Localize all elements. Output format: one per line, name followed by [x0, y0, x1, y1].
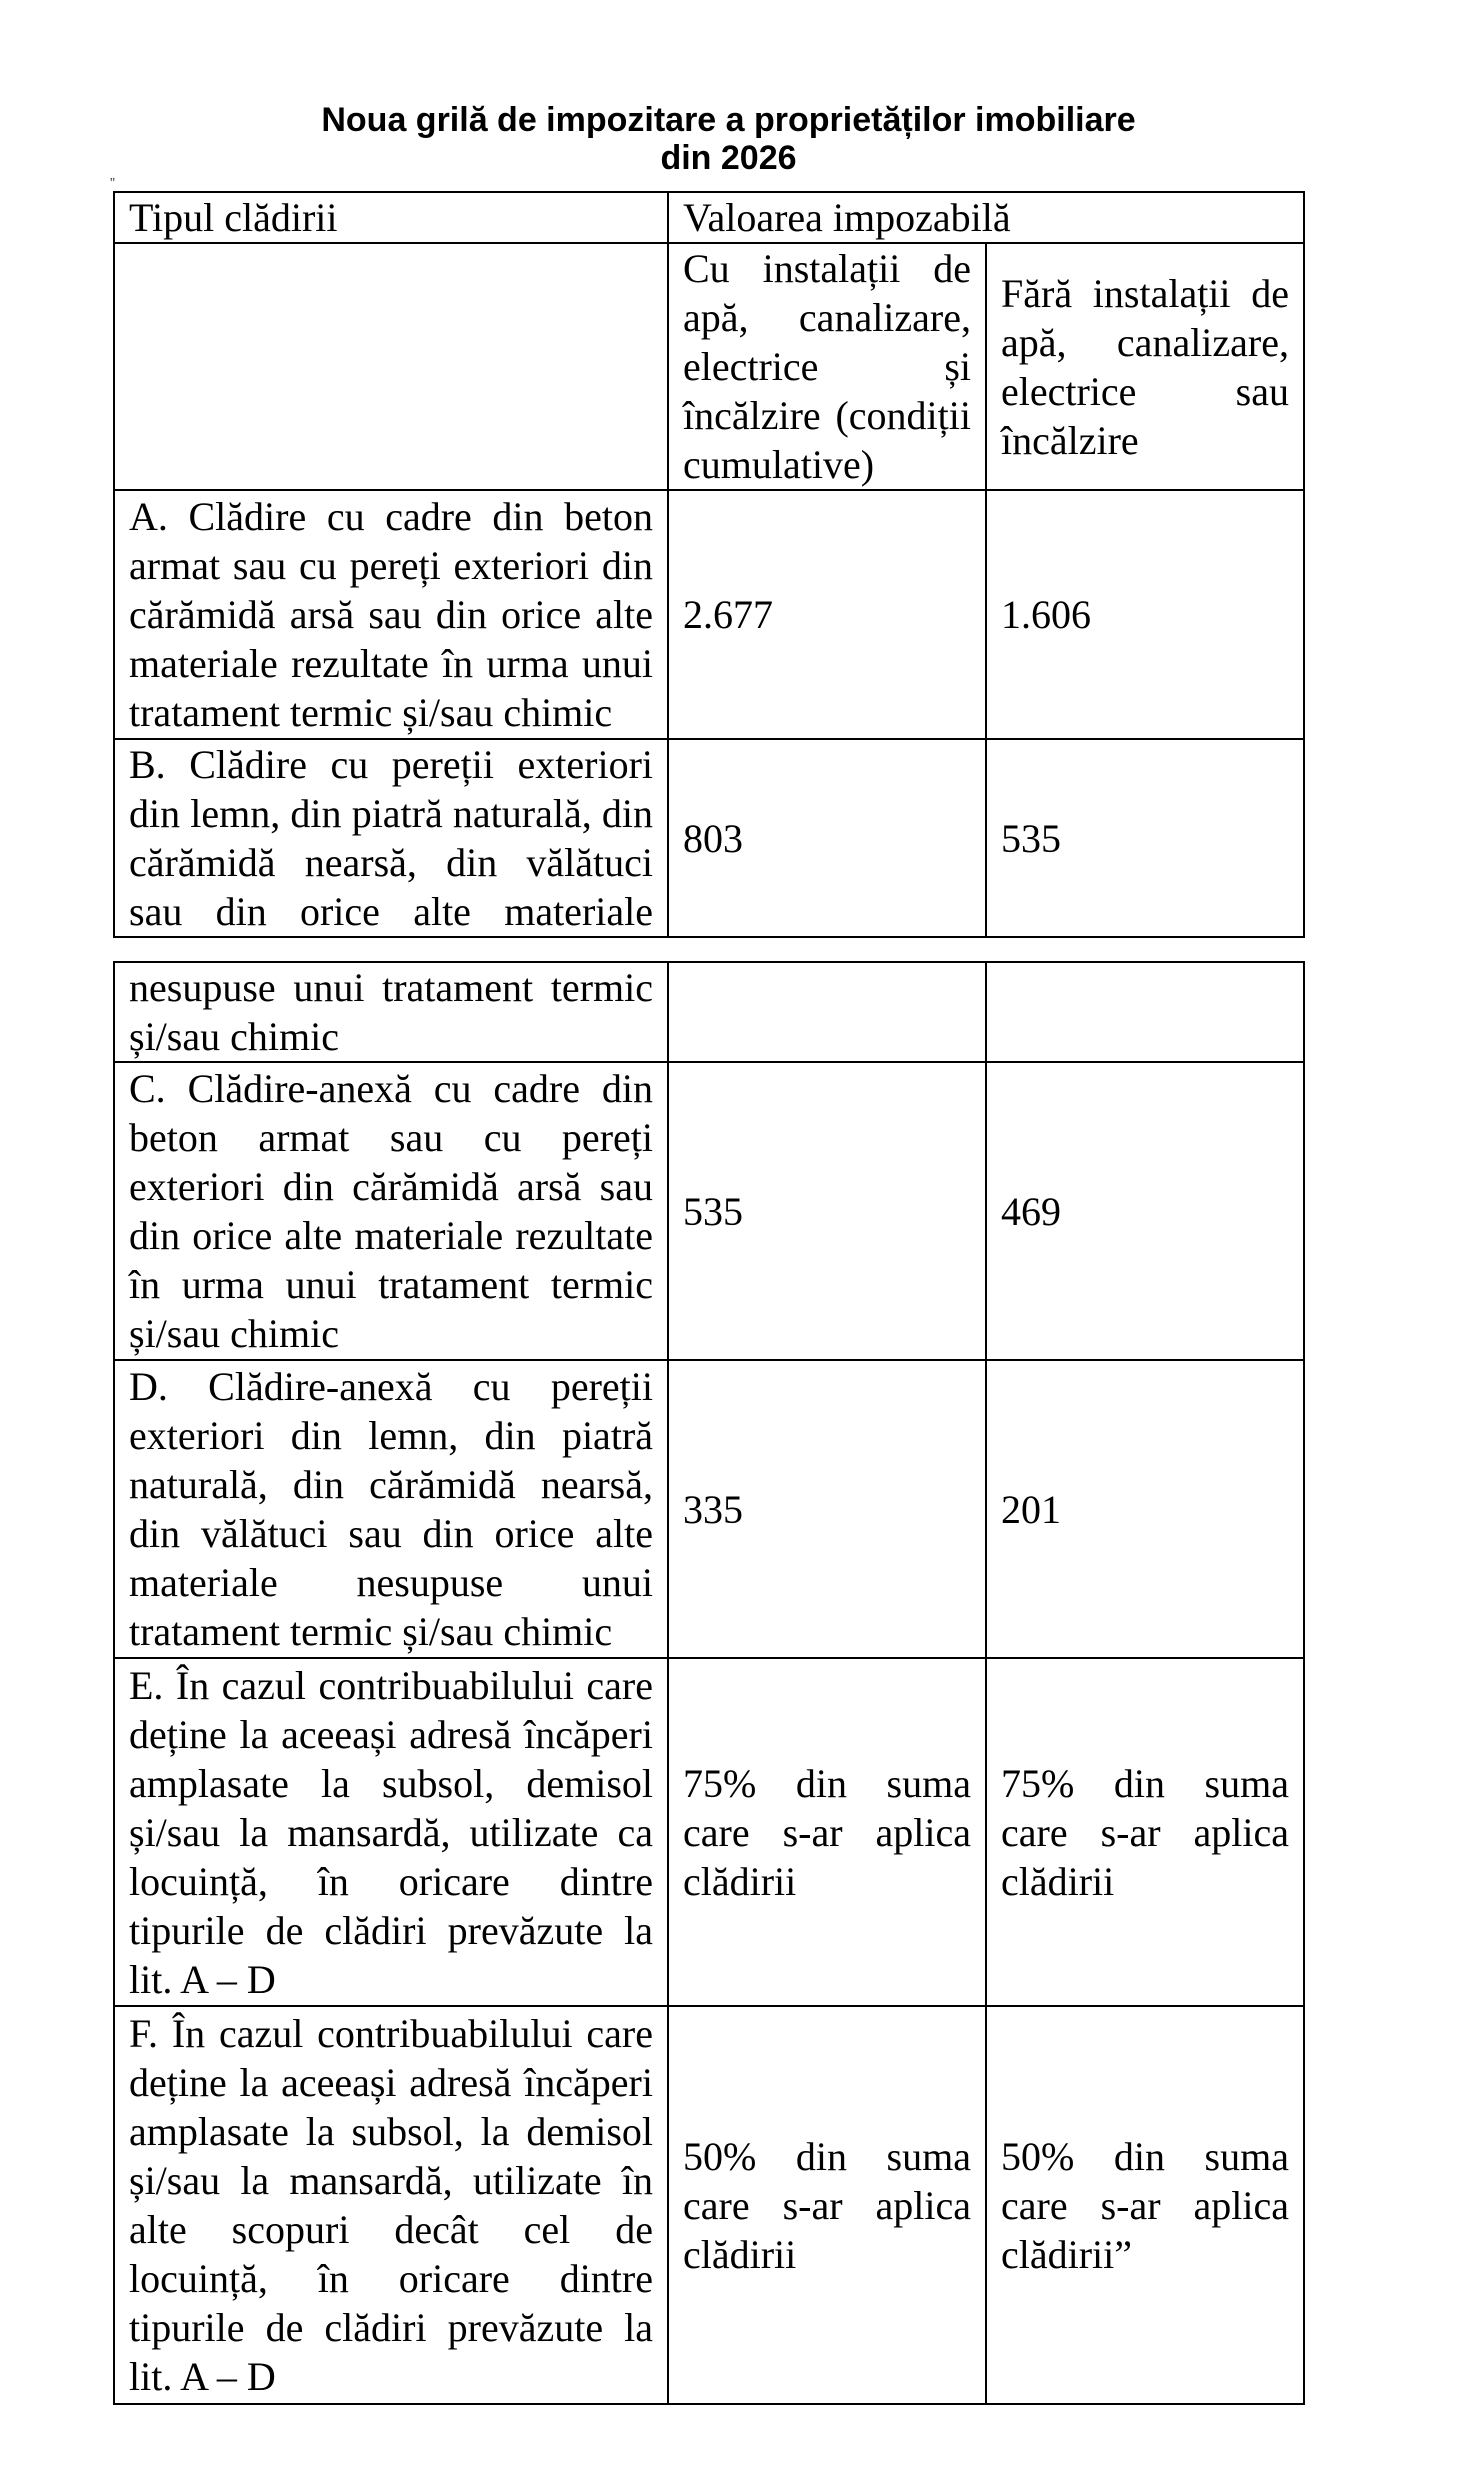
- row-b-type-part-2: nesupuse unui tratament termic și/sau chimic: [114, 962, 668, 1062]
- subheader-without-utilities: Fără instalații de apă, canalizare, electrice sau încălzire: [986, 243, 1304, 490]
- row-e-with: 75% din suma care s-ar aplica clădirii: [668, 1658, 986, 2006]
- row-a-with: 2.677: [668, 490, 986, 739]
- table-subheader-row: [114, 243, 1304, 490]
- header-building-type: Tipul clădirii: [114, 192, 668, 243]
- row-a-type: A. Clădire cu cadre din beton armat sau cu pereți exteriori din cărămidă arsă sau din orice alte materiale rezultate în urma unui tratament termic și/sau chimic: [114, 490, 668, 739]
- title-line-2: din 2026: [660, 139, 797, 177]
- table-row-a: [114, 490, 1304, 739]
- table-row-c: [114, 1062, 1304, 1360]
- row-d-type: D. Clădire-anexă cu pereții exteriori din lemn, din piatră naturală, din cărămidă nearsă, din vălătuci sau din orice alte materiale nesupuse unui tratament termic și/sau chimic: [114, 1360, 668, 1658]
- row-e-type: E. În cazul contribuabilului care deține la aceeași adresă încăperi amplasate la subsol, demisol și/sau la mansardă, utilizate ca locuință, în oricare dintre tipurile de clădiri prevăzute la lit. A – D: [114, 1658, 668, 2006]
- tax-table-part-1: [113, 191, 1305, 938]
- table-row-d: [114, 1360, 1304, 1658]
- tax-table-part-2: [113, 961, 1305, 2405]
- table-row-b: [114, 739, 1304, 937]
- header-taxable-value: Valoarea impozabilă: [668, 192, 1304, 243]
- tick-mark: '': [110, 176, 116, 191]
- row-b-without: 535: [986, 739, 1304, 937]
- table-header-row: [114, 192, 1304, 243]
- table-row-f: [114, 2006, 1304, 2404]
- table-row-e: [114, 1658, 1304, 2006]
- row-d-with: 335: [668, 1360, 986, 1658]
- row-b-type-part-1: B. Clădire cu pereții exteriori din lemn, din piatră naturală, din cărămidă nearsă, din vălătuci sau din orice alte materiale: [114, 739, 668, 937]
- row-c-with: 535: [668, 1062, 986, 1360]
- row-f-with: 50% din suma care s-ar aplica clădirii: [668, 2006, 986, 2404]
- row-c-type: C. Clădire-anexă cu cadre din beton armat sau cu pereți exteriori din cărămidă arsă sau din orice alte materiale rezultate în urma unui tratament termic și/sau chimic: [114, 1062, 668, 1360]
- row-b-continued-empty-1: [668, 962, 986, 1062]
- table-row-b-continued: [114, 962, 1304, 1062]
- row-d-without: 201: [986, 1360, 1304, 1658]
- title-line-1: Noua grilă de impozitare a proprietăților imobiliare: [321, 101, 1136, 139]
- row-f-without: 50% din suma care s-ar aplica clădirii”: [986, 2006, 1304, 2404]
- row-b-continued-empty-2: [986, 962, 1304, 1062]
- row-a-without: 1.606: [986, 490, 1304, 739]
- subheader-with-utilities: Cu instalații de apă, canalizare, electrice și încălzire (condiții cumulative): [668, 243, 986, 490]
- row-c-without: 469: [986, 1062, 1304, 1360]
- row-f-type: F. În cazul contribuabilului care deține la aceeași adresă încăperi amplasate la subsol, la demisol și/sau la mansardă, utilizate în alte scopuri decât cel de locuință, în oricare dintre tipurile de clădiri prevăzute la lit. A – D: [114, 2006, 668, 2404]
- row-e-without: 75% din suma care s-ar aplica clădirii: [986, 1658, 1304, 2006]
- subheader-empty: [114, 243, 668, 490]
- row-b-with: 803: [668, 739, 986, 937]
